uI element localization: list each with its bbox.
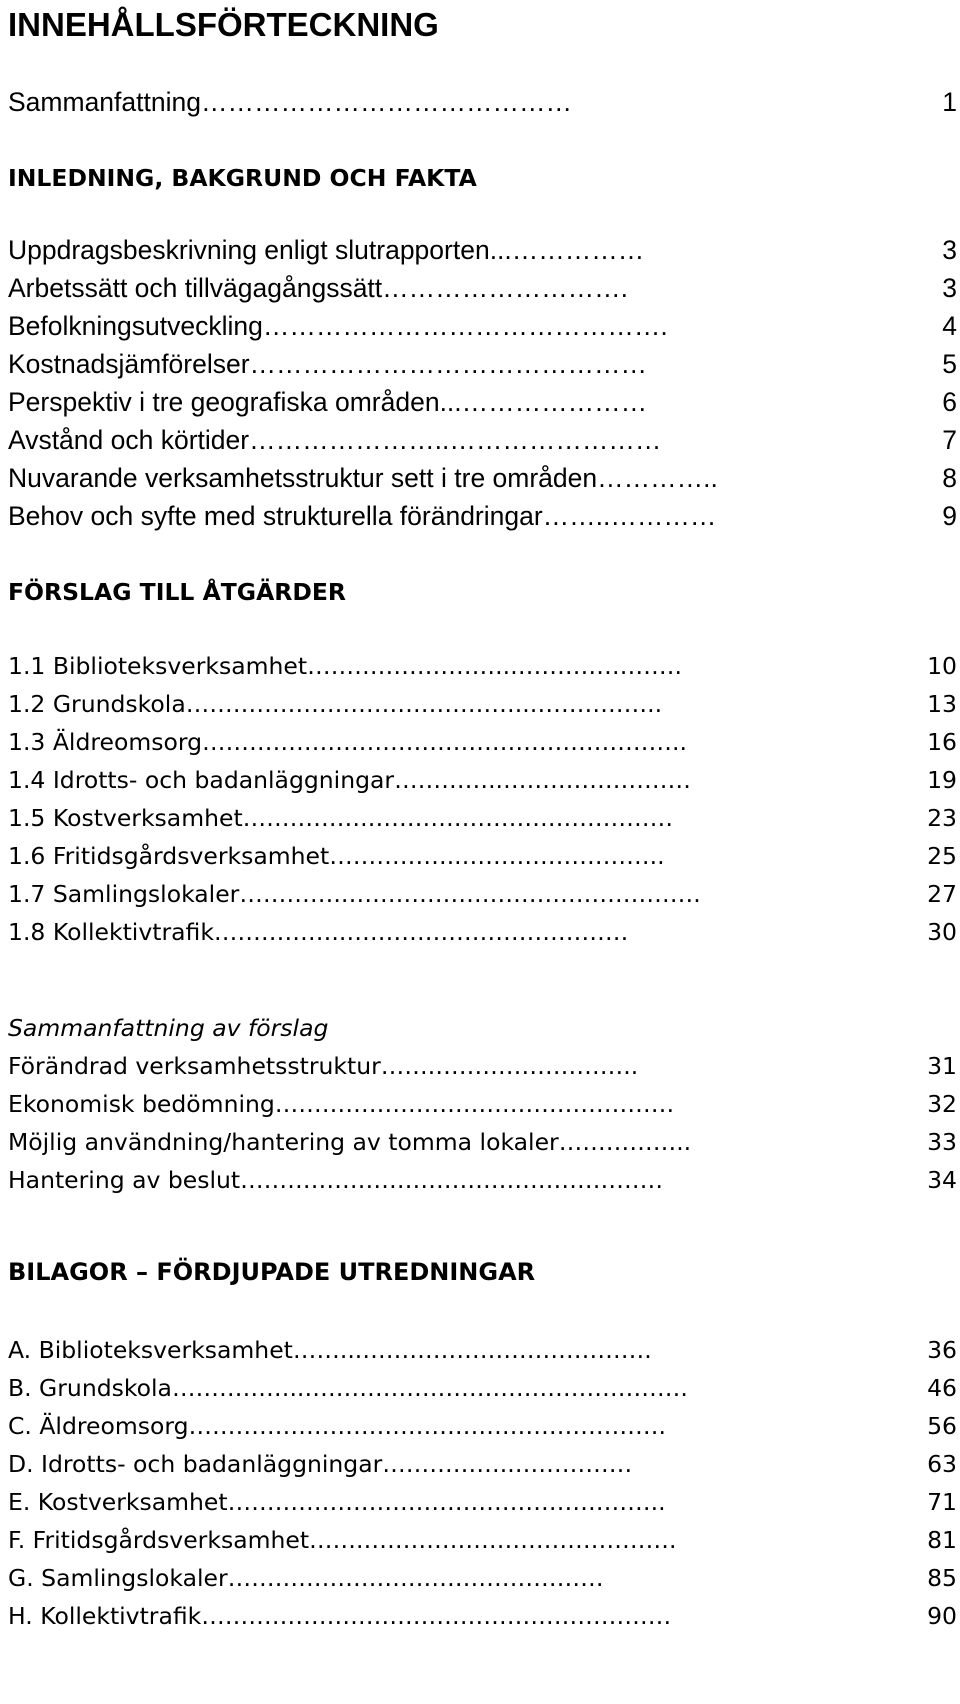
toc-entry[interactable] [8,1122,960,1162]
toc-entry-text: Avstånd och körtider…………………..…………………… [8,425,662,455]
toc-page-number: 71 [927,1488,957,1516]
toc-entry-text: 1.7 Samlingslokaler………….………………………………………. [8,880,701,908]
toc-page-number: 81 [927,1526,957,1554]
toc-page-number: 23 [927,804,957,832]
toc-entry-text: Uppdragsbeskrivning enligt slutrapporten...…………… [8,235,645,265]
toc-entry[interactable] [8,1444,960,1484]
toc-entry[interactable] [8,1084,960,1124]
toc-entry[interactable] [8,268,960,308]
toc-entry-text: 1.8 Kollektivtrafik……………..……………………………… [8,918,629,946]
toc-entry[interactable] [8,760,960,800]
toc-entry[interactable] [8,382,960,422]
toc-page-number: 10 [927,652,957,680]
toc-page-number: 4 [942,311,957,341]
toc-entry[interactable] [8,1046,960,1086]
toc-entry[interactable] [8,306,960,346]
toc-entry[interactable] [8,684,960,724]
toc-entry[interactable] [8,1558,960,1598]
toc-entry-text: Möjlig användning/hantering av tomma lokaler…………….. [8,1128,692,1156]
toc-entry[interactable] [8,1160,960,1200]
toc-entry[interactable] [8,646,960,686]
toc-page-number: 16 [927,728,957,756]
toc-entry-text: A. Biblioteksverksamhet……...………………………………. [8,1336,652,1364]
toc-entry-text: 1.6 Fritidsgårdsverksamhet……………..…………………….. [8,842,665,870]
toc-entry[interactable] [8,722,960,762]
toc-entry-text: 1.4 Idrotts- och badanläggningar…………..…………………… [8,766,692,794]
toc-entry-text: Sammanfattning…………………………………… [8,87,572,117]
toc-entry-text: G. Samlingslokaler………………………………………… [8,1564,604,1592]
toc-page-number: 33 [927,1128,957,1156]
toc-page-number: 9 [942,501,957,531]
section-heading-proposals: FÖRSLAG TILL ÅTGÄRDER [8,578,347,606]
toc-page-number: 3 [942,235,957,265]
toc-entry-text: Kostnadsjämförelser……………………………………… [8,349,648,379]
toc-page-number: 6 [942,387,957,417]
toc-entry-text: 1.1 Biblioteksverksamhet……………………..…………………. [8,652,683,680]
toc-page-number: 13 [927,690,957,718]
toc-entry-text: Perspektiv i tre geografiska områden...………………… [8,387,648,417]
toc-entry[interactable] [8,420,960,460]
toc-page-number: 1 [942,87,957,117]
toc-entry[interactable] [8,344,960,384]
toc-page-number: 63 [927,1450,957,1478]
toc-entry[interactable] [8,912,960,952]
toc-entry-text: Nuvarande verksamhetsstruktur sett i tre områden………….. [8,463,718,493]
toc-entry-text: D. Idrotts- och badanläggningar……………..…………… [8,1450,633,1478]
toc-entry-text: Befolkningsutveckling………………………………………. [8,311,668,341]
toc-page-number: 30 [927,918,957,946]
toc-entry-text: B. Grundskola……………..…………………………………………. [8,1374,688,1402]
toc-page-number: 7 [942,425,957,455]
toc-entry-text: Behov och syfte med strukturella förändringar……..………… [8,501,717,531]
toc-entry-summary[interactable] [8,82,960,122]
toc-entry-text: E. Kostverksamhet……………………………………………….. [8,1488,666,1516]
toc-entry[interactable] [8,1368,960,1408]
toc-page-number: 25 [927,842,957,870]
toc-entry-text: 1.3 Äldreomsorg…………………………………………………….. [8,728,687,756]
page-title: INNEHÅLLSFÖRTECKNING [8,6,439,43]
toc-entry-text: Ekonomisk bedömning…………………………………………… [8,1090,675,1118]
toc-page-number: 31 [927,1052,957,1080]
toc-page-number: 36 [927,1336,957,1364]
section-heading-summary: Sammanfattning av förslag [8,1014,329,1042]
toc-page-number: 3 [942,273,957,303]
section-heading-appendices: BILAGOR – FÖRDJUPADE UTREDNINGAR [8,1258,536,1286]
toc-entry[interactable] [8,1482,960,1522]
toc-page-number: 56 [927,1412,957,1440]
toc-page-number: 90 [927,1602,957,1630]
toc-entry-text: 1.5 Kostverksamhet…………….………………………………… [8,804,674,832]
toc-entry-text: 1.2 Grundskola……………………………………..…………….. [8,690,663,718]
toc-entry[interactable] [8,230,960,270]
toc-entry[interactable] [8,1330,960,1370]
toc-entry[interactable] [8,874,960,914]
toc-entry-text: Arbetssätt och tillvägagångssätt………………………. [8,273,629,303]
toc-entry[interactable] [8,798,960,838]
toc-entry[interactable] [8,496,960,536]
toc-page-number: 8 [942,463,957,493]
toc-page-number: 5 [942,349,957,379]
toc-entry-text: Förändrad verksamhetsstruktur…….…………………….. [8,1052,639,1080]
toc-entry[interactable] [8,1596,960,1636]
toc-entry[interactable] [8,458,960,498]
toc-page-number: 46 [927,1374,957,1402]
toc-entry-text: C. Äldreomsorg……………………………………………………. [8,1412,666,1440]
toc-entry-text: F. Fritidsgårdsverksamhet…….…………………………………. [8,1526,677,1554]
section-heading-intro: INLEDNING, BAKGRUND OCH FAKTA [8,164,477,192]
toc-entry-text: H. Kollektivtrafik…………………………………………………… [8,1602,672,1630]
toc-page-number: 85 [927,1564,957,1592]
toc-page-number: 27 [927,880,957,908]
toc-page-number: 19 [927,766,957,794]
toc-page-number: 34 [927,1166,957,1194]
toc-entry-text: Hantering av beslut……………………………………………… [8,1166,664,1194]
toc-entry[interactable] [8,836,960,876]
toc-entry[interactable] [8,1406,960,1446]
toc-entry[interactable] [8,1520,960,1560]
toc-page-number: 32 [927,1090,957,1118]
